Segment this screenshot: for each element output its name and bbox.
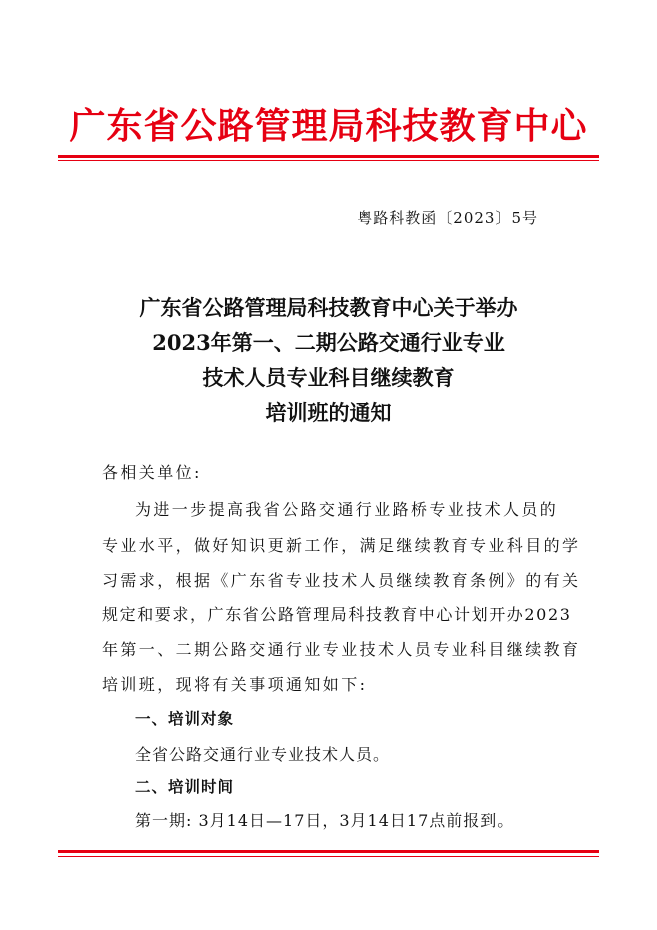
footer-rule-thin <box>58 856 599 857</box>
title-line: 技术人员专业科目继续教育 <box>202 365 455 390</box>
document-title <box>0 290 657 430</box>
letterhead-org-name: 广东省公路管理局科技教育中心 <box>69 106 588 147</box>
paragraph-line: 为进一步提高我省公路交通行业路桥专业技术人员的 <box>135 500 559 519</box>
document-number: 粤路科教函〔2023〕5号 <box>357 209 538 227</box>
paragraph-line: 专业水平，做好知识更新工作，满足继续教育专业科目的学 <box>102 536 581 555</box>
section-heading: 二、培训时间 <box>135 778 235 796</box>
section-text: 全省公路交通行业专业技术人员。 <box>135 745 391 764</box>
paragraph-line: 规定和要求，广东省公路管理局科技教育中心计划开办2023 <box>102 605 572 624</box>
paragraph-line: 习需求，根据《广东省专业技术人员继续教育条例》的有关 <box>102 571 581 590</box>
title-line: 培训班的通知 <box>265 400 392 425</box>
paragraph-line: 培训班，现将有关事项通知如下: <box>102 675 368 694</box>
section-text: 第一期: 3月14日—17日，3月14日17点前报到。 <box>135 811 515 830</box>
section-heading: 一、培训对象 <box>135 710 235 728</box>
footer-rule-thick <box>58 850 599 853</box>
title-line: 广东省公路管理局科技教育中心关于举办 <box>139 295 518 320</box>
letterhead-rule-thin <box>58 160 599 161</box>
salutation: 各相关单位: <box>102 463 202 482</box>
paragraph-line: 年第一、二期公路交通行业专业技术人员专业科目继续教育 <box>102 640 581 659</box>
title-line: 2023年第一、二期公路交通行业专业 <box>152 330 505 355</box>
letterhead-rule-thick <box>58 155 599 158</box>
